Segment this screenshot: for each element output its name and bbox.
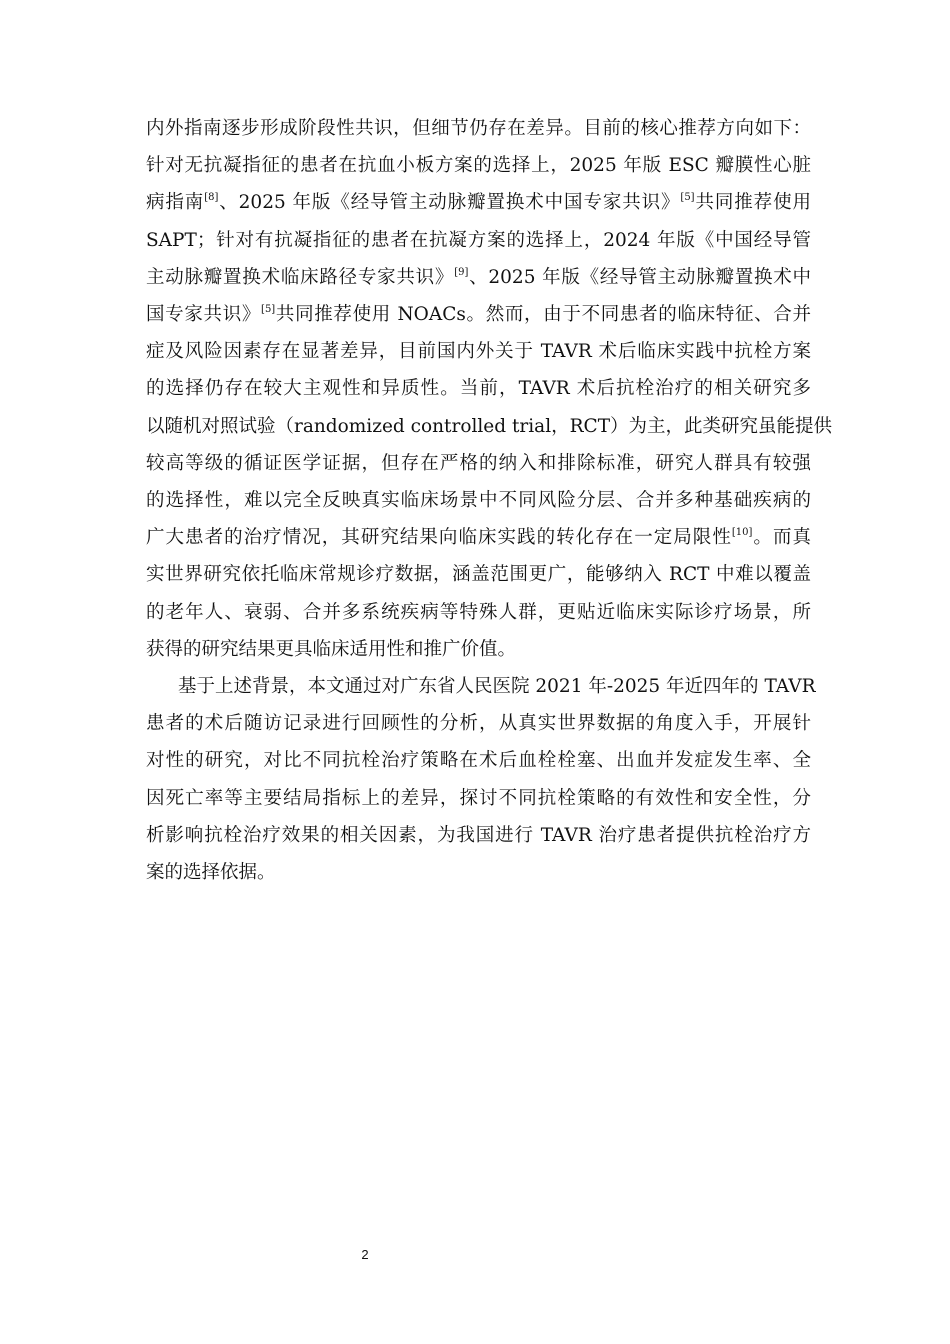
text-run: 获得的研究结果更具临床适用性和推广价值。 <box>146 638 517 660</box>
text-run: 患者的术后随访记录进行回顾性的分析，从真实世界数据的角度入手，开展针 <box>146 713 811 735</box>
text-run: 以随机对照试验（randomized controlled trial，RCT）为主，此类研究虽能提供 <box>146 415 833 437</box>
text-line <box>146 414 833 440</box>
citation-ref: [8] <box>204 192 219 204</box>
citation-ref: [5] <box>680 192 695 204</box>
text-line <box>178 674 816 700</box>
text-run: 病指南 <box>146 192 205 214</box>
text-run: 广大患者的治疗情况，其研究结果向临床实践的转化存在一定局限性 <box>146 527 732 549</box>
citation-ref: [9] <box>454 266 469 278</box>
text-run: 对性的研究，对比不同抗栓治疗策略在术后血栓栓塞、出血并发症发生率、全 <box>146 750 811 772</box>
text-run: 基于上述背景，本文通过对广东省人民医院 2021 年-2025 年近四年的 TAVR <box>178 676 816 697</box>
text-run: 实世界研究依托临床常规诊疗数据，涵盖范围更广，能够纳入 RCT 中难以覆盖 <box>146 564 811 586</box>
text-run: 的老年人、衰弱、合并多系统疾病等特殊人群，更贴近临床实际诊疗场景，所 <box>146 601 811 623</box>
text-run: 因死亡率等主要结局指标上的差异，探讨不同抗栓策略的有效性和安全性，分 <box>146 787 811 809</box>
text-run: 析影响抗栓治疗效果的相关因素，为我国进行 TAVR 治疗患者提供抗栓治疗方 <box>146 824 811 846</box>
text-run: 。而真 <box>752 527 811 549</box>
text-run: 内外指南逐步形成阶段性共识，但细节仍存在差异。目前的核心推荐方向如下： <box>146 118 811 139</box>
text-line <box>146 600 811 626</box>
text-run: 症及风险因素存在显著差异，目前国内外关于 TAVR 术后临床实践中抗栓方案 <box>146 341 811 363</box>
citation-ref: [10] <box>731 527 753 539</box>
text-run: 针对无抗凝指征的患者在抗血小板方案的选择上，2025 年版 ESC 瓣膜性心脏 <box>146 155 811 177</box>
citation-ref: [5] <box>261 304 276 315</box>
text-line <box>146 525 811 551</box>
text-run: 的选择仍存在较大主观性和异质性。当前，TAVR 术后抗栓治疗的相关研究多 <box>146 378 811 400</box>
text-run: 、2025 年版《经导管主动脉瓣置换术中 <box>468 266 811 288</box>
page-number: 2 <box>361 1247 369 1262</box>
text-line <box>146 488 811 514</box>
text-line <box>146 451 811 477</box>
text-line <box>146 823 811 849</box>
text-line <box>146 748 811 774</box>
text-line <box>146 637 516 663</box>
text-line <box>146 562 811 588</box>
text-run: SAPT；针对有抗凝指征的患者在抗凝方案的选择上，2024 年版《中国经导管 <box>146 229 811 251</box>
text-line <box>146 711 811 737</box>
text-run: 、2025 年版《经导管主动脉瓣置换术中国专家共识》 <box>218 192 681 214</box>
text-line <box>146 265 811 291</box>
text-run: 主动脉瓣置换术临床路径专家共识》 <box>146 266 455 288</box>
text-run: 的选择性，难以完全反映真实临床场景中不同风险分层、合并多种基础疾病的 <box>146 490 811 511</box>
text-run: 共同推荐使用 <box>694 192 811 214</box>
text-run: 较高等级的循证医学证据，但存在严格的纳入和排除标准，研究人群具有较强 <box>146 452 811 474</box>
text-line <box>146 860 276 886</box>
text-line <box>146 116 811 142</box>
text-line <box>146 302 811 328</box>
text-line <box>146 228 811 254</box>
text-line <box>146 376 811 402</box>
text-line <box>146 786 811 812</box>
text-line <box>146 153 811 179</box>
text-run: 案的选择依据。 <box>146 862 276 883</box>
text-line <box>146 190 811 216</box>
text-line <box>146 339 811 365</box>
text-run: 国专家共识》 <box>146 304 262 325</box>
text-run: 共同推荐使用 NOACs。然而，由于不同患者的临床特征、合并 <box>275 304 811 325</box>
